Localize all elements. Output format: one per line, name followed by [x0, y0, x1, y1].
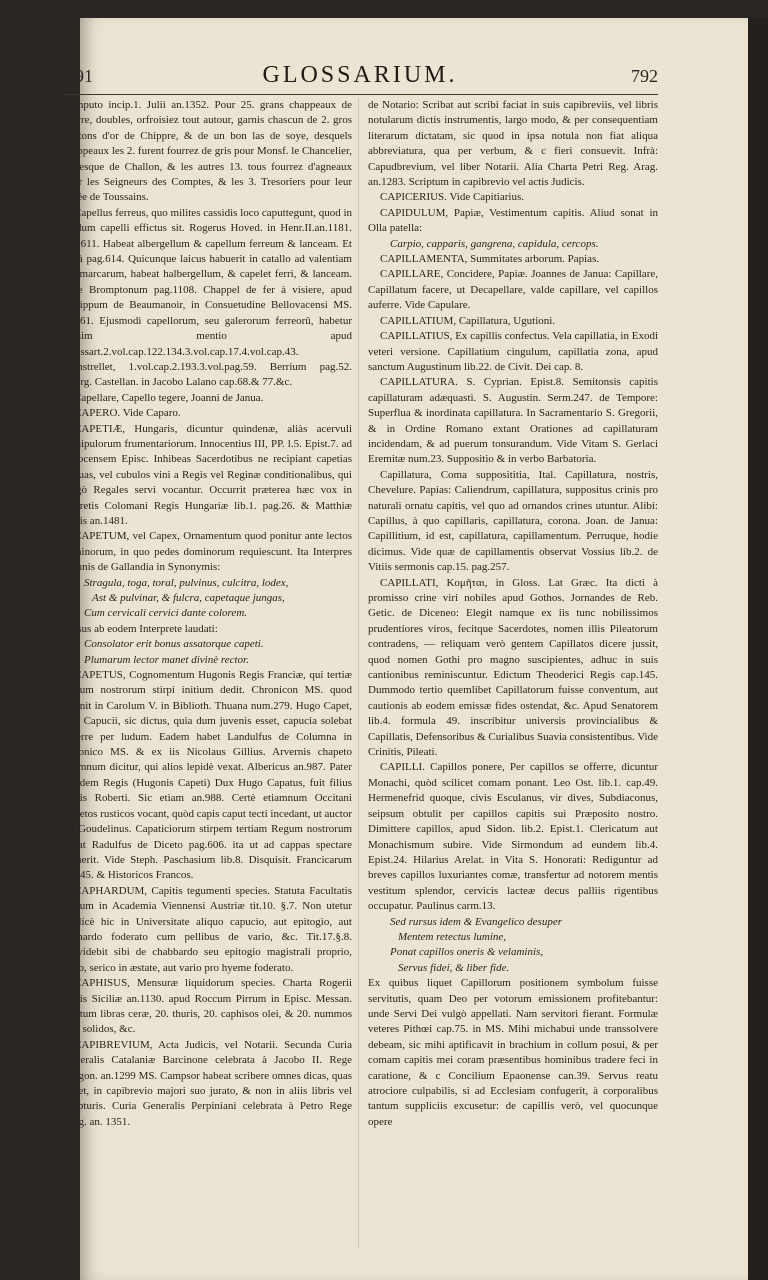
verse-line: Stragula, toga, toral, pulvinus, culcitra, lodex,: [84, 576, 289, 589]
entry-paragraph: CAPILLAMENTA, Summitates arborum. Papias.: [380, 253, 600, 266]
entry-paragraph: CAPETIÆ, Hungaris, dicuntur quindenæ, aliàs acervuli manipulorum frumentariorum. Innocentius III, PP. l.5. Epist.7. ad Colocensem Episc. Inhibeas Sacerdotibus ne recipiant capetias aliquas, vel cubulos vini a Regis vel Reginæ conditionalibus, qui vulgò Regales servi vocantur. Occurrit præterea hæc vox in Decretis Colomani Regis Hungariæ lib.1. pag.26. & Matthiæ Regis an.1481.: [62, 422, 352, 527]
entry-paragraph: Capillatura, Coma supposititia, Ital. Capillatura, nostris, Chevelure. Papias: Caliendrum, capillatura, suppositus crinis pro naturali ornatu capitis, vel quo ad ornandos crines utuntur. Alibi: Capillus, à quo capillaris, capillatura, corona. Joan. de Janua: Capillitium, id est, capillatura, capillamentum. Perruque, hodie dicimus. Vide quæ de capillamentis observat Vossius lib.2. de Vitiis sermonis cap.15. pag.257.: [368, 468, 658, 574]
verse-line: Consolator erit bonus assatorque capeti.: [84, 638, 264, 651]
entry-paragraph: Capellare, Capello tegere, Joanni de Janua.: [74, 391, 264, 404]
entry-paragraph: Computo incip.1. Julii an.1352. Pour 25. grans chappeaux de bievre, doubles, orfroisiez tout autour, garnis chascun de 2. gros boutons d'or de Chippre, & de un bon las de soye, desquels chappeaux les 2. furent fourrez de gris pour Monsf. le Chancelier, l'Evesque de Challon, & les autres 13. tous fourrez d'agneaux pour les Seigneurs des Comptes, & les 3. Tresoriers pour leur livrée de Toussains.: [62, 99, 352, 204]
verse-line: Sed rursus idem & Evangelico desuper: [390, 915, 562, 928]
entry-paragraph: CAPILLATIUM, Capillatura, Ugutioni.: [380, 314, 556, 327]
column-gutter: [358, 98, 359, 1248]
entry-paragraph: CAPICERIUS. Vide Capitiarius.: [380, 191, 524, 204]
page-header: [62, 60, 658, 94]
header-rule: [62, 94, 658, 95]
entry-paragraph: CAPILLATURA. S. Cyprian. Epist.8. Semitonsis capitis capillaturam adæquasti. S. Augustin. Serm.247. de Tempore: Superflua & inordinata capillatura. In Sacramentario S. Gregorii, & in Ordine Romano extant Orationes ad capillaturam incidendam, & ad puerum tonsurandum. Vide Vitam S. Gerlaci Eremitæ num.23. Suppositio & in verbo Barbatoria.: [368, 376, 658, 466]
entry-paragraph: Ex quibus liquet Capillorum positionem symbolum fuisse servitutis, quam Deo per votorum emissionem profitebantur: unde Servi Dei vulgò appellati. Nam servitori fierant. Formulæ veteres Pithœi cap.75. in MS. Mihi michabui unde transsolvere debeam, sic mihi aptificavit in brachium in collum posui, & per comam capitis mei coram præsentibus hominibus tradere feci in caratione, & c Concilium Epaonense can.39. Servus reatu atrociore culpabilis, si ad Ecclesiam confugerit, à corporalibus tantum suppliciis excusetur: de capillis verò, vel quocunque opere: [368, 977, 658, 1128]
page-edge: [748, 18, 768, 1280]
entry-paragraph: CAPHARDUM, Capitis tegumenti species. Statuta Facultatis Artium in Academia Viennensi Austriæ tit.10. §.7. Non utetur publicè hic in Universitate aliquo capucio, aut epitogio, aut caphardo foderato cum pellibus de vario, &c. Tit.17.§.8. Providebit sibi de chabbardo seu epitogio magistrali proprio, novo, serico in æstate, aut vario pro hyeme foderato.: [62, 884, 352, 974]
entry-paragraph: CAPILLATIUS, Ex capillis confectus. Vela capillatia, in Exodi veteri versione. Capillatium cingulum, capillatia zona, apud sanctum Augustinum lib.22. de Civit. Dei cap. 8.: [368, 330, 658, 373]
verse-line: Plumarum lector manet divinè rector.: [84, 653, 249, 666]
verse-line: Carpio, capparis, gangrena, capidula, cercops.: [390, 237, 599, 250]
right-page-number: 792: [631, 66, 658, 86]
entry-paragraph: CAPILLARE, Concidere, Papiæ. Joannes de Janua: Capillare, Capillatum facere, ut Decapellare, valde capillare, vel capillos auferre. Vide Capulare.: [368, 268, 658, 312]
verse-line: Ponat capillos oneris & velaminis,: [390, 946, 544, 959]
left-page-number: 791: [66, 66, 93, 86]
verse-line: Mentem retectus lumine,: [398, 930, 507, 943]
left-column: [62, 98, 352, 1258]
right-column: [368, 98, 658, 1258]
entry-paragraph: CAPIDULUM, Papiæ, Vestimentum capitis. Aliud sonat in Olla patella:: [368, 206, 658, 235]
entry-paragraph: CAPETUS, Cognomentum Hugonis Regis Franciæ, qui tertiæ Regum nostrorum stirpi initium dedit. Chronicon MS. quod desinit in Carolum V. in Biblioth. Thuana num.279. Hugo Capet, sive Capucii, sic dictus, quia dum juvenis esset, capucia solebat auferre per ludum. Eadem habet Landulfus de Columna in Chronico MS. & ex iis Nicolaus Gillius. Arvernis chapeto etiamnum dicitur, qui alios lepidè vexat. Albericus an.987. Pater ejusdem Regis (Hugonis Capeti) Dux Hugo Capatus, fuit filius Regis Roberti. Sic etiam an.988. Certè etiamnum Occitani Capetos rusticos vocant, quòd capis caput tecti incedant, ut auctor est Goudelinus. Capaticiorum stirpem tertiam Regum nostrorum vocat Radulfus de Diceto pag.606. ita ut ad cappas spectare voluerit. Vide Steph. Paschasium lib.8. Disquisit. Francicarum cap.45. & Historicos Francos.: [62, 669, 352, 882]
entry-paragraph: Capellus ferreus, quo milites cassidis loco caputtegunt, quod in modum capelli effictus sit. Rogerus Hoved. in Henr.II.an.1181. pag.611. Habeat albergellum & capellum ferreum & lanceam. Et infrà pag.614. Quicunque laicus habuerit in catallo ad valentiam 10. marcarum, habeat halbergellum, & capelet ferri, & lanceam. Vide Bromptonum pag.1108. Chappel de fer à visiere, apud Philippum de Beaumanoir, in Consuetudine Bellovacensi MS. cap.61. Ejusmodi capellorum, seu galerorum ferreorū, habetur passim mentio apud Froissart.2.vol.cap.122.134.3.vol.cap.17.4.vol.cap.43. Monstrellet, 1.vol.cap.2.193.3.vol.pag.59. Berrium pag.52. Georg. Castellan. in Jacobo Lalano cap.68.& 77.&c.: [62, 206, 352, 389]
entry-paragraph: CAPHISUS, Mensuræ liquidorum species. Charta Rogerii Regis Siciliæ an.1130. apud Roccum Pirrum in Episc. Messan. Centum libras ceræ, 20. thuris, 20. caphisos olei, & 20. nummos sive solidos, &c.: [62, 977, 352, 1036]
entry-paragraph: CAPILLI. Capillos ponere, Per capillos se offerre, dicuntur Monachi, quòd scilicet comam ponant. Leo Ost. lib.1. cap.49. Hermenefrid quoque, civis Esculanus, vir dives, Subdiaconus, seipsum obtulit per capillos capitis sui Præposito nostro. Dimittere capillos, apud Sidon. lib.2. Epist.1. Clericatum aut Monachismum subire. Vide Sirmondum ad eundem lib.4. Epist.24. Hilarius Arelat. in Vita S. Honorati: Rediguntur ad breves capillos luxuriantes comæ, transfertur ad notorem mentis vestitum splendor, cervicis lacteæ decus palliis rigentibus occupatur. Paulinus carm.13.: [368, 761, 658, 913]
entry-paragraph: Versus ab eodem Interprete laudati:: [62, 622, 218, 635]
verse-line: Ast & pulvinar, & fulcra, capetaque jungas,: [92, 592, 285, 604]
entry-paragraph: CAPILLATI, Κομῆται, in Gloss. Lat Græc. Ita dicti à promisso crine viri nobiles apud Gothos. Jornandes de Reb. Getic. de Diceneo: Elegit namque ex iis tunc nobilissimos prudentiores viros, fecitque Sacerdotes, nomen illis Pileatorum contradens, — reliquam verò gentem Capillatos dicere jussit, quod nomen Gothi pro magno suscipientes, adhuc in suis cantionibus reminiscuntur. Edictum Theoderici Regis cap.145. Dummodo tertio quemlibet Capillatorum fuisse conventum, aut cautionis ab eodem emissæ fides ostendat, &c. Apud Senatorem lib.4. formula 49. inscribitur universis provincialibus & Capillatis, Defensoribus & Curialibus Suavia consistentibus. Vide Crinitis, Pileati.: [368, 576, 658, 759]
entry-paragraph: CAPETUM, vel Capex, Ornamentum quod ponitur ante lectos dominorum, in quo pedes dominorum requiescunt. Ita Interpres Joannis de Gallandia in Synonymis:: [62, 530, 352, 574]
entry-paragraph: CAPIBREVIUM, Acta Judicis, vel Notarii. Secunda Curia Generalis Catalaniæ Barcinone celebrata à Jacobo II. Rege Aragon. an.1299 MS. Campsor habeat scribere omnes dicas, quas faciet, in capibrevio majori suo jurato, & non in aliis libris vel scripturis. Curia Generalis Perpiniani celebrata à Petro Rege Arag. an. 1351.: [62, 1038, 352, 1128]
entry-paragraph: CAPERO. Vide Caparo.: [74, 407, 181, 420]
verse-line: Servus fidei, & liber fide.: [398, 961, 510, 974]
verse-line: Cum cervicali cervici dante colorem.: [84, 607, 248, 620]
running-title: GLOSSARIUM.: [262, 62, 458, 88]
entry-paragraph: de Notario: Scribat aut scribi faciat in suis capibreviis, vel libris notularum dictis instrumentis, largo modo, & per consequentiam literarum dictatam, sic quod in ipsa notula non fiat aliqua abbreviatura, qua per verbum, & c fieri consuevit. Infrà: Capudbrevium, vel liber Notarii. Alia Charta Petri Reg. Arag. an.1283. Scriptum in capibrevio vel actis Judicis.: [368, 99, 658, 189]
